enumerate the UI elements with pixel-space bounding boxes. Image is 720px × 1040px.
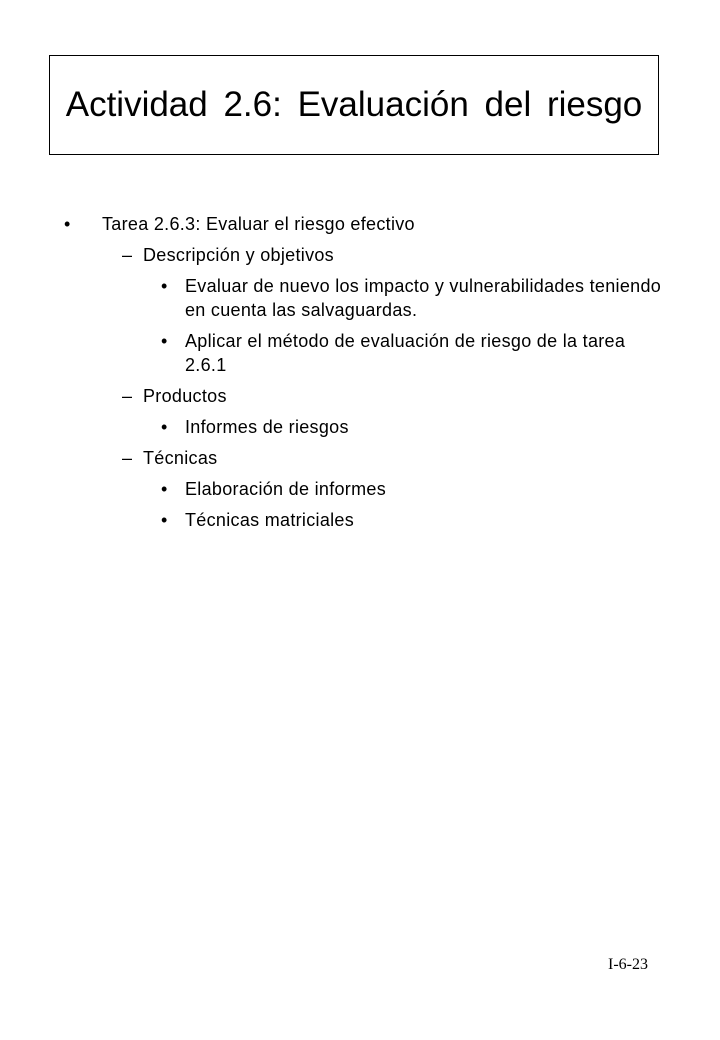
list-item-text: Informes de riesgos [185,417,349,437]
list-item [0,415,720,439]
bullet-icon: • [161,276,168,296]
slide-title: Actividad 2.6: Evaluación del riesgo [65,85,643,124]
page-number: I-6-23 [608,956,648,973]
bullet-icon: • [64,214,71,234]
list-item [0,274,720,322]
list-item-text: Aplicar el método de evaluación de riesgo de la tarea 2.6.1 [185,331,626,375]
section-heading [0,384,720,408]
bullet-icon: • [161,417,168,437]
dash-icon: – [122,386,133,406]
dash-icon: – [122,448,133,468]
list-item-text: Evaluar de nuevo los impacto y vulnerabilidades teniendo en cuenta las salvaguardas. [185,276,662,320]
section-heading-text: Descripción y objetivos [143,245,334,265]
dash-icon: – [122,245,133,265]
list-item-text: Elaboración de informes [185,479,387,499]
bullet-icon: • [161,510,168,530]
bullet-icon: • [161,331,168,351]
list-item [0,508,720,532]
slide-content [0,212,720,532]
title-box [49,55,659,155]
list-item [0,477,720,501]
section-heading-text: Productos [143,386,227,406]
list-item [0,329,720,377]
section-heading [0,446,720,470]
task-item [0,212,720,236]
bullet-icon: • [161,479,168,499]
task-text: Tarea 2.6.3: Evaluar el riesgo efectivo [102,214,415,234]
list-item-text: Técnicas matriciales [185,510,355,530]
section-heading [0,243,720,267]
section-heading-text: Técnicas [143,448,218,468]
